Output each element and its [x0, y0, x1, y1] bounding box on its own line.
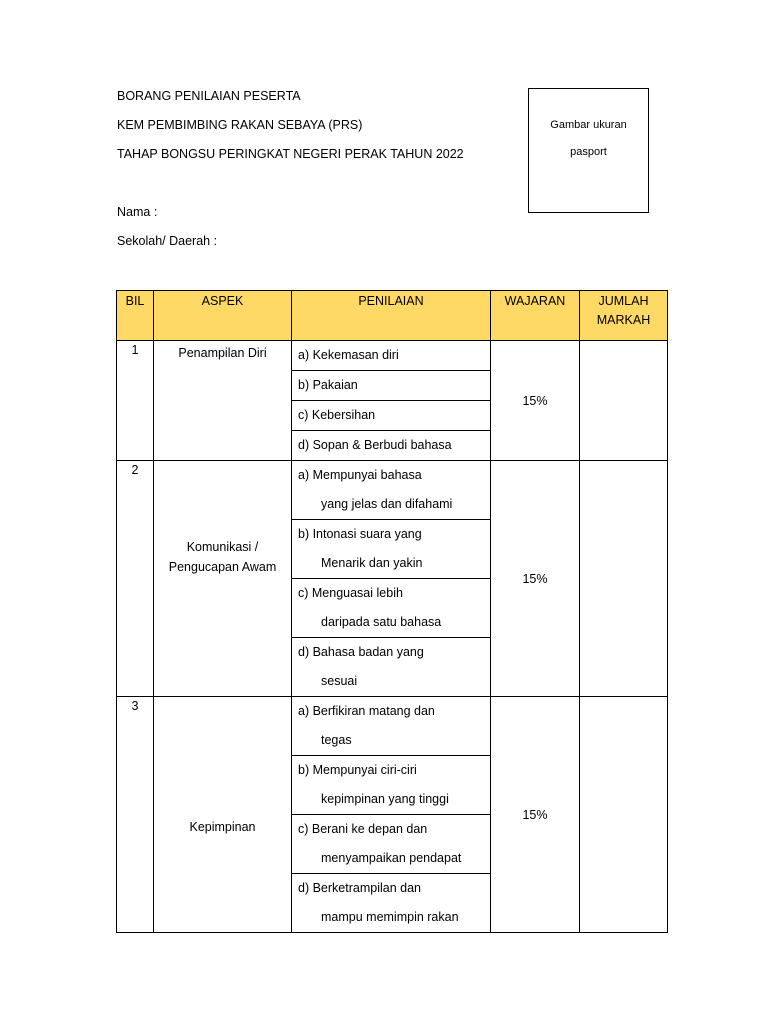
criterion-text: Menarik dan yakin	[321, 556, 423, 570]
criterion-text: menyampaikan pendapat	[321, 851, 462, 865]
aspect-cell	[154, 697, 292, 933]
criterion-cell	[292, 697, 491, 756]
criterion-text: sesuai	[321, 674, 358, 688]
photo-box-text: Gambar ukuran	[550, 119, 627, 131]
assessment-table	[116, 290, 668, 933]
criterion-text: d) Sopan & Berbudi bahasa	[298, 438, 452, 452]
table-row	[117, 461, 668, 520]
row-number: 3	[117, 697, 154, 933]
header-penilaian: PENILAIAN	[292, 291, 491, 341]
aspect-cell	[154, 461, 292, 697]
criterion-cell	[292, 815, 491, 874]
criterion-cell	[292, 520, 491, 579]
weight-cell: 15%	[491, 341, 580, 461]
criterion-text: yang jelas dan difahami	[321, 497, 453, 511]
name-label: Nama :	[117, 205, 158, 219]
criterion-text: b) Intonasi suara yang	[298, 527, 422, 541]
weight-cell: 15%	[491, 461, 580, 697]
criterion-text: b) Pakaian	[298, 378, 358, 392]
table-body	[117, 341, 668, 933]
table-header-row	[117, 291, 668, 341]
total-marks-cell[interactable]	[580, 461, 668, 697]
form-subtitle-camp: KEM PEMBIMBING RAKAN SEBAYA (PRS)	[117, 118, 363, 132]
criterion-cell	[292, 431, 491, 461]
aspect-label: Penampilan Diri	[178, 346, 267, 360]
criterion-cell	[292, 874, 491, 933]
criterion-text: d) Bahasa badan yang	[298, 645, 424, 659]
row-number: 2	[117, 461, 154, 697]
criterion-text: mampu memimpin rakan	[321, 910, 459, 924]
aspect-cell	[154, 341, 292, 461]
criterion-text: daripada satu bahasa	[321, 615, 442, 629]
photo-box-text: pasport	[570, 146, 607, 158]
criterion-cell	[292, 371, 491, 401]
school-district-label: Sekolah/ Daerah :	[117, 234, 218, 248]
criterion-text: c) Kebersihan	[298, 408, 376, 422]
header-wajaran: WAJARAN	[491, 291, 580, 341]
header-jumlah-markah: JUMLAH MARKAH	[580, 291, 668, 341]
criterion-text: a) Mempunyai bahasa	[298, 468, 422, 482]
criterion-text: kepimpinan yang tinggi	[321, 792, 449, 806]
table-row	[117, 697, 668, 756]
criterion-cell	[292, 341, 491, 371]
total-marks-cell[interactable]	[580, 697, 668, 933]
weight-cell: 15%	[491, 697, 580, 933]
total-marks-cell[interactable]	[580, 341, 668, 461]
criterion-text: a) Berfikiran matang dan	[298, 704, 435, 718]
criterion-cell	[292, 756, 491, 815]
header-bil: BIL	[117, 291, 154, 341]
criterion-cell	[292, 638, 491, 697]
criterion-text: tegas	[321, 733, 352, 747]
criterion-cell	[292, 401, 491, 431]
table-row	[117, 341, 668, 371]
aspect-label: Kepimpinan	[189, 820, 256, 834]
row-number: 1	[117, 341, 154, 461]
aspect-label: Komunikasi /	[186, 540, 259, 554]
criterion-text: c) Berani ke depan dan	[298, 822, 428, 836]
criterion-cell	[292, 579, 491, 638]
form-subtitle-level: TAHAP BONGSU PERINGKAT NEGERI PERAK TAHUN 2022	[117, 147, 464, 161]
criterion-text: b) Mempunyai ciri-ciri	[298, 763, 417, 777]
criterion-text: c) Menguasai lebih	[298, 586, 403, 600]
form-title: BORANG PENILAIAN PESERTA	[117, 89, 301, 103]
criterion-text: d) Berketrampilan dan	[298, 881, 421, 895]
passport-photo-box	[528, 88, 649, 213]
header-aspek: ASPEK	[154, 291, 292, 341]
criterion-text: a) Kekemasan diri	[298, 348, 399, 362]
criterion-cell	[292, 461, 491, 520]
aspect-label: Pengucapan Awam	[168, 560, 277, 574]
